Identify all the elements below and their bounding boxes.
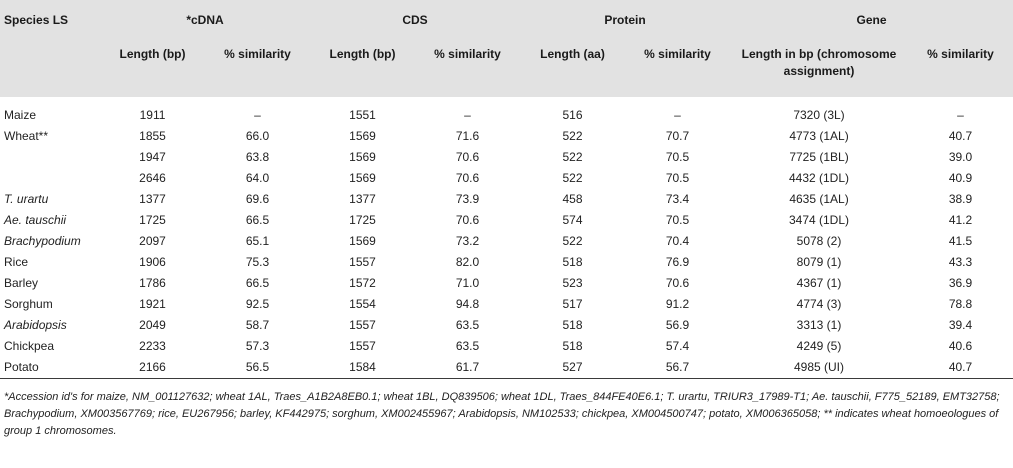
header-gene-similarity: % similarity — [908, 40, 1013, 97]
gene-length-cell: 8079 (1) — [796, 255, 842, 269]
protein-length-cell: 522 — [562, 171, 583, 185]
table-row — [0, 231, 1013, 252]
table-row — [0, 168, 1013, 189]
protein-similarity-cell: 70.5 — [665, 171, 690, 185]
gene-similarity-cell: 38.9 — [948, 192, 973, 206]
cdna-similarity-cell: 66.5 — [245, 213, 270, 227]
protein-similarity-cell: – — [674, 108, 681, 122]
cds-similarity-cell: – — [464, 108, 471, 122]
cdna-similarity-cell: 58.7 — [245, 318, 270, 332]
species-cell: Potato — [4, 360, 39, 374]
protein-length-cell: 518 — [562, 255, 583, 269]
cdna-similarity-cell: 75.3 — [245, 255, 270, 269]
table-row — [0, 273, 1013, 294]
table-row — [0, 126, 1013, 147]
cds-similarity-cell: 63.5 — [455, 339, 480, 353]
header-protein-similarity: % similarity — [625, 40, 730, 97]
cdna-length-cell: 2049 — [139, 318, 166, 332]
protein-similarity-cell: 91.2 — [665, 297, 690, 311]
footnote-segment: *Accession id's for maize, NM_001127632; wheat 1AL, Traes_A1B2A8EB0.1; wheat 1BL, DQ839506; wheat 1DL, Traes_844FE40E6.1; — [4, 391, 667, 403]
cds-similarity-cell: 73.2 — [455, 234, 480, 248]
gene-length-cell: 7320 (3L) — [793, 108, 845, 122]
header-cds-similarity: % similarity — [415, 40, 520, 97]
cdna-similarity-cell: 66.5 — [245, 276, 270, 290]
header-species: Species LS — [0, 0, 100, 40]
gene-length-cell: 7725 (1BL) — [789, 150, 849, 164]
cds-similarity-cell: 61.7 — [455, 360, 480, 374]
table-row — [0, 294, 1013, 315]
cdna-similarity-cell: 69.6 — [245, 192, 270, 206]
gene-similarity-cell: 39.0 — [948, 150, 973, 164]
header-cdna-similarity: % similarity — [205, 40, 310, 97]
header-cdna: *cDNA — [100, 0, 310, 40]
table-header — [0, 0, 1013, 105]
cdna-similarity-cell: 92.5 — [245, 297, 270, 311]
species-cell: Wheat** — [4, 129, 49, 143]
species-cell: Chickpea — [4, 339, 55, 353]
table-row — [0, 105, 1013, 126]
header-gap — [0, 97, 1013, 105]
gene-similarity-cell: 40.9 — [948, 171, 973, 185]
cdna-similarity-cell: – — [254, 108, 261, 122]
footnote-segment: , TRIUR3_17989-T1; — [707, 391, 812, 403]
footnote-segment: Arabidopsis — [458, 408, 516, 420]
protein-similarity-cell: 70.7 — [665, 129, 690, 143]
gene-similarity-cell: 36.9 — [948, 276, 973, 290]
cds-similarity-cell: 71.0 — [455, 276, 480, 290]
header-cds-length: Length (bp) — [310, 40, 415, 97]
cds-length-cell: 1569 — [349, 150, 376, 164]
footnote-segment: , NM102533; chickpea, XM004500747; potato, XM006365058; ** indicates wheat homoeologues of group 1 chromosomes. — [4, 408, 999, 437]
cds-similarity-cell: 70.6 — [455, 213, 480, 227]
header-protein: Protein — [520, 0, 730, 40]
gene-length-cell: 4774 (3) — [796, 297, 842, 311]
cds-similarity-cell: 82.0 — [455, 255, 480, 269]
species-cell: Rice — [4, 255, 29, 269]
protein-length-cell: 522 — [562, 129, 583, 143]
cds-length-cell: 1557 — [349, 318, 376, 332]
cds-length-cell: 1569 — [349, 234, 376, 248]
protein-length-cell: 523 — [562, 276, 583, 290]
protein-similarity-cell: 70.4 — [665, 234, 690, 248]
table-body — [0, 105, 1013, 379]
footnote-segment: Brachypodium — [4, 408, 75, 420]
protein-similarity-cell: 56.7 — [665, 360, 690, 374]
table-row — [0, 252, 1013, 273]
header-gene-length-line2: assignment) — [783, 64, 855, 78]
protein-length-cell: 458 — [562, 192, 583, 206]
cdna-similarity-cell: 66.0 — [245, 129, 270, 143]
table-row — [0, 147, 1013, 168]
cds-similarity-cell: 73.9 — [455, 192, 480, 206]
cdna-length-cell: 1921 — [139, 297, 166, 311]
protein-similarity-cell: 56.9 — [665, 318, 690, 332]
gene-length-cell: 4367 (1) — [796, 276, 842, 290]
cdna-similarity-cell: 65.1 — [245, 234, 270, 248]
gene-length-cell: 3313 (1) — [796, 318, 842, 332]
header-cds: CDS — [310, 0, 520, 40]
gene-similarity-cell: 78.8 — [948, 297, 973, 311]
cdna-similarity-cell: 64.0 — [245, 171, 270, 185]
gene-length-cell: 4635 (1AL) — [789, 192, 849, 206]
cdna-similarity-cell: 63.8 — [245, 150, 270, 164]
species-cell: Ae. tauschii — [4, 213, 67, 227]
table-row — [0, 315, 1013, 336]
protein-length-cell: 574 — [562, 213, 583, 227]
gene-length-cell: 3474 (1DL) — [788, 213, 850, 227]
gene-length-cell: 4249 (5) — [796, 339, 842, 353]
gene-length-cell: 4773 (1AL) — [789, 129, 849, 143]
gene-similarity-cell: 39.4 — [948, 318, 973, 332]
cds-similarity-cell: 63.5 — [455, 318, 480, 332]
cds-similarity-cell: 70.6 — [455, 171, 480, 185]
cds-length-cell: 1569 — [349, 129, 376, 143]
cds-length-cell: 1557 — [349, 339, 376, 353]
cds-length-cell: 1725 — [349, 213, 376, 227]
gene-similarity-cell: 43.3 — [948, 255, 973, 269]
gene-similarity-cell: 41.5 — [948, 234, 973, 248]
protein-similarity-cell: 70.6 — [665, 276, 690, 290]
header-cdna-length: Length (bp) — [100, 40, 205, 97]
cdna-length-cell: 2166 — [139, 360, 166, 374]
footnote-segment: T. urartu — [666, 391, 708, 403]
species-cell: Arabidopsis — [4, 318, 67, 332]
gene-similarity-cell: 40.7 — [948, 129, 973, 143]
species-cell — [0, 147, 100, 168]
species-cell: Maize — [4, 108, 37, 122]
cds-similarity-cell: 71.6 — [455, 129, 480, 143]
cdna-length-cell: 2233 — [139, 339, 166, 353]
gene-similarity-cell: 40.6 — [948, 339, 973, 353]
cds-length-cell: 1551 — [349, 108, 376, 122]
table-row — [0, 189, 1013, 210]
header-gene: Gene — [730, 0, 1013, 40]
cdna-similarity-cell: 56.5 — [245, 360, 270, 374]
protein-length-cell: 518 — [562, 339, 583, 353]
footnote-segment: , F775_52189, EMT32758; — [868, 391, 1000, 403]
species-cell: Sorghum — [4, 297, 53, 311]
cds-length-cell: 1569 — [349, 171, 376, 185]
protein-length-cell: 522 — [562, 234, 583, 248]
protein-length-cell: 518 — [562, 318, 583, 332]
table-row — [0, 210, 1013, 231]
cdna-length-cell: 1855 — [139, 129, 166, 143]
cdna-length-cell: 1725 — [139, 213, 166, 227]
gene-length-cell: 4985 (UI) — [793, 360, 845, 374]
species-cell: Barley — [4, 276, 39, 290]
gene-length-cell: 5078 (2) — [796, 234, 842, 248]
cds-length-cell: 1584 — [349, 360, 376, 374]
protein-length-cell: 516 — [562, 108, 583, 122]
species-cell: T. urartu — [4, 192, 49, 206]
table-footnote — [0, 379, 1013, 440]
header-protein-length: Length (aa) — [520, 40, 625, 97]
species-cell: Brachypodium — [4, 234, 81, 248]
protein-similarity-cell: 76.9 — [665, 255, 690, 269]
protein-similarity-cell: 73.4 — [665, 192, 690, 206]
cdna-length-cell: 2097 — [139, 234, 166, 248]
protein-similarity-cell: 70.5 — [665, 150, 690, 164]
header-gene-length-line1: Length in bp (chromosome — [741, 47, 897, 61]
protein-similarity-cell: 57.4 — [665, 339, 690, 353]
gene-similarity-cell: 40.7 — [948, 360, 973, 374]
cdna-length-cell: 1906 — [139, 255, 166, 269]
protein-length-cell: 522 — [562, 150, 583, 164]
footnote-segment: , XM003567769; rice, EU267956; barley, KF442975; sorghum, XM002455967; — [74, 408, 459, 420]
cdna-length-cell: 1377 — [139, 192, 166, 206]
table-row — [0, 357, 1013, 378]
header-gene-length — [730, 40, 908, 97]
cds-similarity-cell: 94.8 — [455, 297, 480, 311]
protein-length-cell: 527 — [562, 360, 583, 374]
cdna-length-cell: 1911 — [139, 108, 166, 122]
cdna-length-cell: 1947 — [139, 150, 166, 164]
gene-length-cell: 4432 (1DL) — [788, 171, 850, 185]
table-row — [0, 336, 1013, 357]
protein-length-cell: 517 — [562, 297, 583, 311]
species-cell — [0, 168, 100, 189]
gene-similarity-cell: 41.2 — [948, 213, 973, 227]
protein-similarity-cell: 70.5 — [665, 213, 690, 227]
cds-length-cell: 1377 — [349, 192, 376, 206]
header-sub-empty — [0, 40, 100, 97]
cdna-similarity-cell: 57.3 — [245, 339, 270, 353]
cds-length-cell: 1572 — [349, 276, 376, 290]
cdna-length-cell: 2646 — [139, 171, 166, 185]
cds-similarity-cell: 70.6 — [455, 150, 480, 164]
footnote-segment: Ae. tauschii — [811, 391, 869, 403]
gene-similarity-cell: – — [957, 108, 964, 122]
cdna-length-cell: 1786 — [139, 276, 166, 290]
cds-length-cell: 1554 — [349, 297, 376, 311]
cds-length-cell: 1557 — [349, 255, 376, 269]
